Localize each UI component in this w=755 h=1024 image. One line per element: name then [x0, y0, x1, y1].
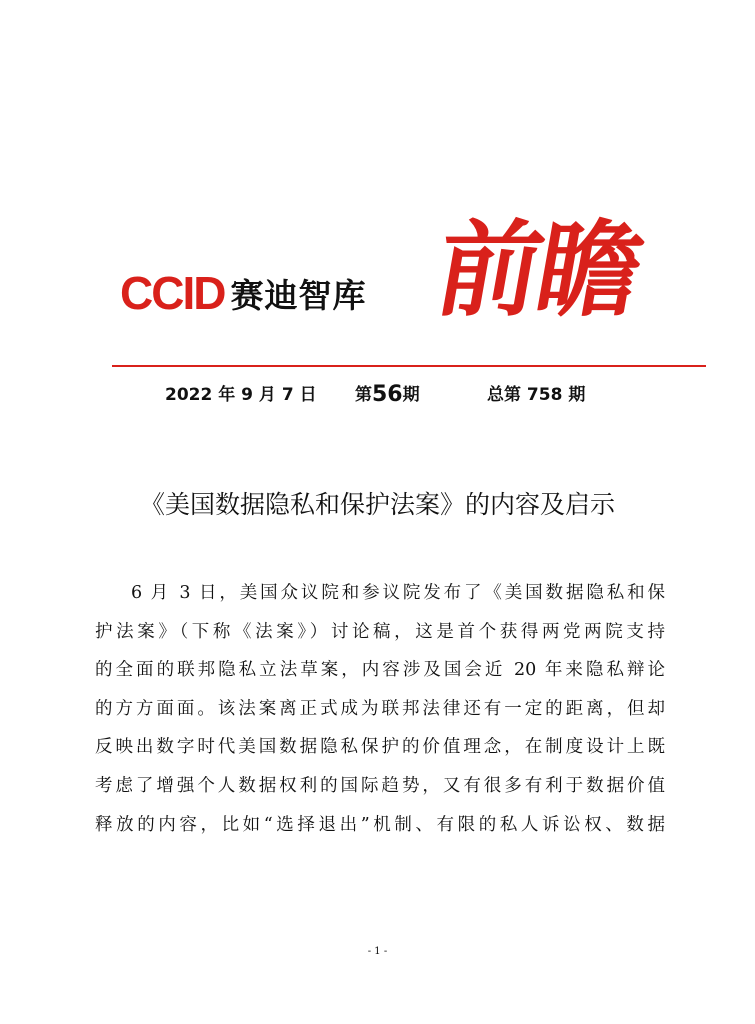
issue-prefix: 第 — [355, 385, 372, 405]
body-line: 的全面的联邦隐私立法草案，内容涉及国会近 20 年来隐私辩论 — [95, 660, 665, 681]
issue-number — [355, 380, 420, 406]
logo-cn-text: 赛迪智库 — [230, 275, 367, 315]
brand-title: 前瞻 — [427, 208, 649, 331]
issue-suffix: 期 — [402, 385, 420, 405]
body-line: 考虑了增强个人数据权利的国际趋势，又有很多有利于数据价值 — [95, 775, 665, 796]
header-divider — [112, 365, 706, 367]
logo-ccid-text: CCID — [120, 267, 225, 319]
article-body — [95, 574, 665, 844]
issue-number-value: 56 — [372, 382, 403, 407]
issue-date: 2022 年 9 月 7 日 — [165, 385, 317, 405]
body-line: 释放的内容，比如“选择退出”机制、有限的私人诉讼权、数据 — [95, 814, 665, 835]
body-line: 的方方面面。该法案离正式成为联邦法律还有一定的距离，但却 — [95, 698, 665, 719]
body-line: 6 月 3 日，美国众议院和参议院发布了《美国数据隐私和保 — [131, 583, 665, 603]
total-issue: 总第 758 期 — [487, 385, 586, 405]
page-number: - 1 - — [367, 946, 388, 957]
ccid-logo — [120, 268, 366, 318]
body-line: 护法案》（下称《法案》）讨论稿，这是首个获得两党两院支持 — [95, 621, 665, 642]
body-line: 反映出数字时代美国数据隐私保护的价值理念，在制度设计上既 — [95, 737, 665, 758]
article-title: 《美国数据隐私和保护法案》的内容及启示 — [139, 490, 615, 519]
